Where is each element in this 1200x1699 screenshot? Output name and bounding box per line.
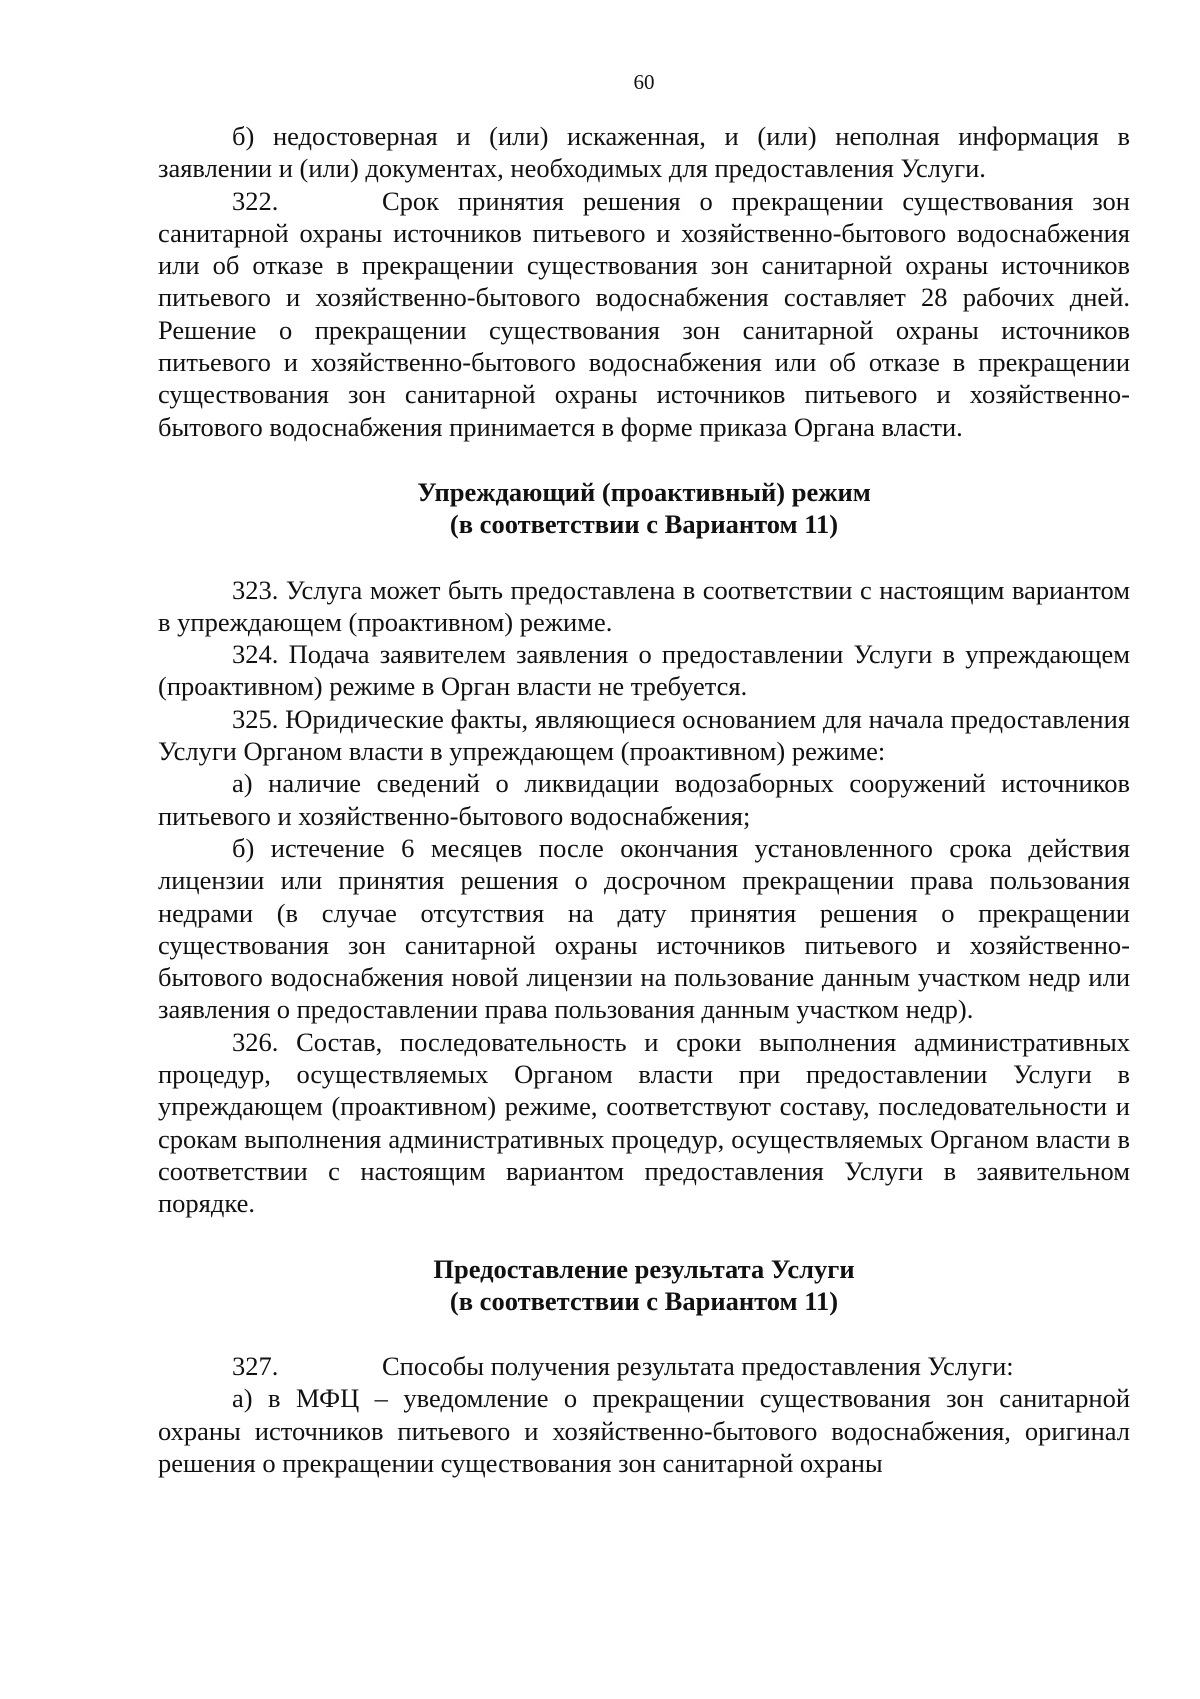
section-heading-result-line1: Предоставление результата Услуги (433, 1253, 855, 1284)
section-heading-result (158, 1253, 1130, 1318)
page-number: 60 (633, 70, 655, 94)
section-heading-proactive-line1: Упреждающий (проактивный) режим (417, 476, 871, 507)
paragraph-327-text: Способы получения результата предоставления Услуги: (382, 1351, 1014, 1382)
paragraph-323: 323. Услуга может быть предоставлена в соответствии с настоящим вариантом в упреждающем (проактивном) режиме. (158, 574, 1130, 637)
paragraph-322-text: Срок принятия решения о прекращении существования зон санитарной охраны источников питьевого и хозяйственно-бытового водоснабжения или об отказе в прекращении существования зон санитарной охраны источников питьевого и хозяйственно-бытового водоснабжения составляет 28 рабочих дней. Решение о прекращении существования зон санитарной охраны источников питьевого и хозяйственно-бытового водоснабжения или об отказе в прекращении существования зон санитарной охраны источников питьевого и хозяйственно-бытового водоснабжения принимается в форме приказа Органа власти. (158, 185, 1130, 442)
section-heading-proactive-line2: (в соответствии с Вариантом 11) (449, 509, 839, 540)
paragraph-b-item: б) недостоверная и (или) искаженная, и (или) неполная информация в заявлении и (или) документах, необходимых для предоставления Услуги. (158, 121, 1130, 184)
paragraph-325-a: а) наличие сведений о ликвидации водозаборных сооружений источников питьевого и хозяйственно-бытового водоснабжения; (158, 768, 1130, 831)
paragraph-326: 326. Состав, последовательность и сроки выполнения административных процедур, осуществляемых Органом власти при предоставлении Услуги в упреждающем (проактивном) режиме, соответствуют составу, последовательности и срокам выполнения административных процедур, осуществляемых Органом власти в соответствии с настоящим вариантом предоставления Услуги в заявительном порядке. (158, 1026, 1130, 1219)
paragraph-325-b: б) истечение 6 месяцев после окончания установленного срока действия лицензии или принятия решения о досрочном прекращении права пользования недрами (в случае отсутствия на дату принятия решения о прекращении существования зон санитарной охраны источников питьевого и хозяйственно-бытового водоснабжения новой лицензии на пользование данным участком недр или заявления о предоставлении права пользования данным участком недр). (158, 832, 1130, 1025)
paragraph-325: 325. Юридические факты, являющиеся основанием для начала предоставления Услуги Органом власти в упреждающем (проактивном) режиме: (158, 703, 1130, 767)
section-heading-result-line2: (в соответствии с Вариантом 11) (449, 1285, 839, 1316)
paragraph-322-number: 322. (232, 185, 279, 216)
paragraph-327 (158, 1350, 1130, 1382)
paragraph-322 (158, 185, 1130, 443)
paragraph-324: 324. Подача заявителем заявления о предоставлении Услуги в упреждающем (проактивном) режиме в Орган власти не требуется. (158, 639, 1130, 702)
paragraph-327-a: а) в МФЦ – уведомление о прекращении существования зон санитарной охраны источников питьевого и хозяйственно-бытового водоснабжения, оригинал решения о прекращении существования зон санитарной охраны (158, 1383, 1130, 1478)
section-heading-proactive (158, 476, 1130, 541)
document-body (158, 120, 1130, 1479)
paragraph-327-number: 327. (232, 1351, 279, 1382)
